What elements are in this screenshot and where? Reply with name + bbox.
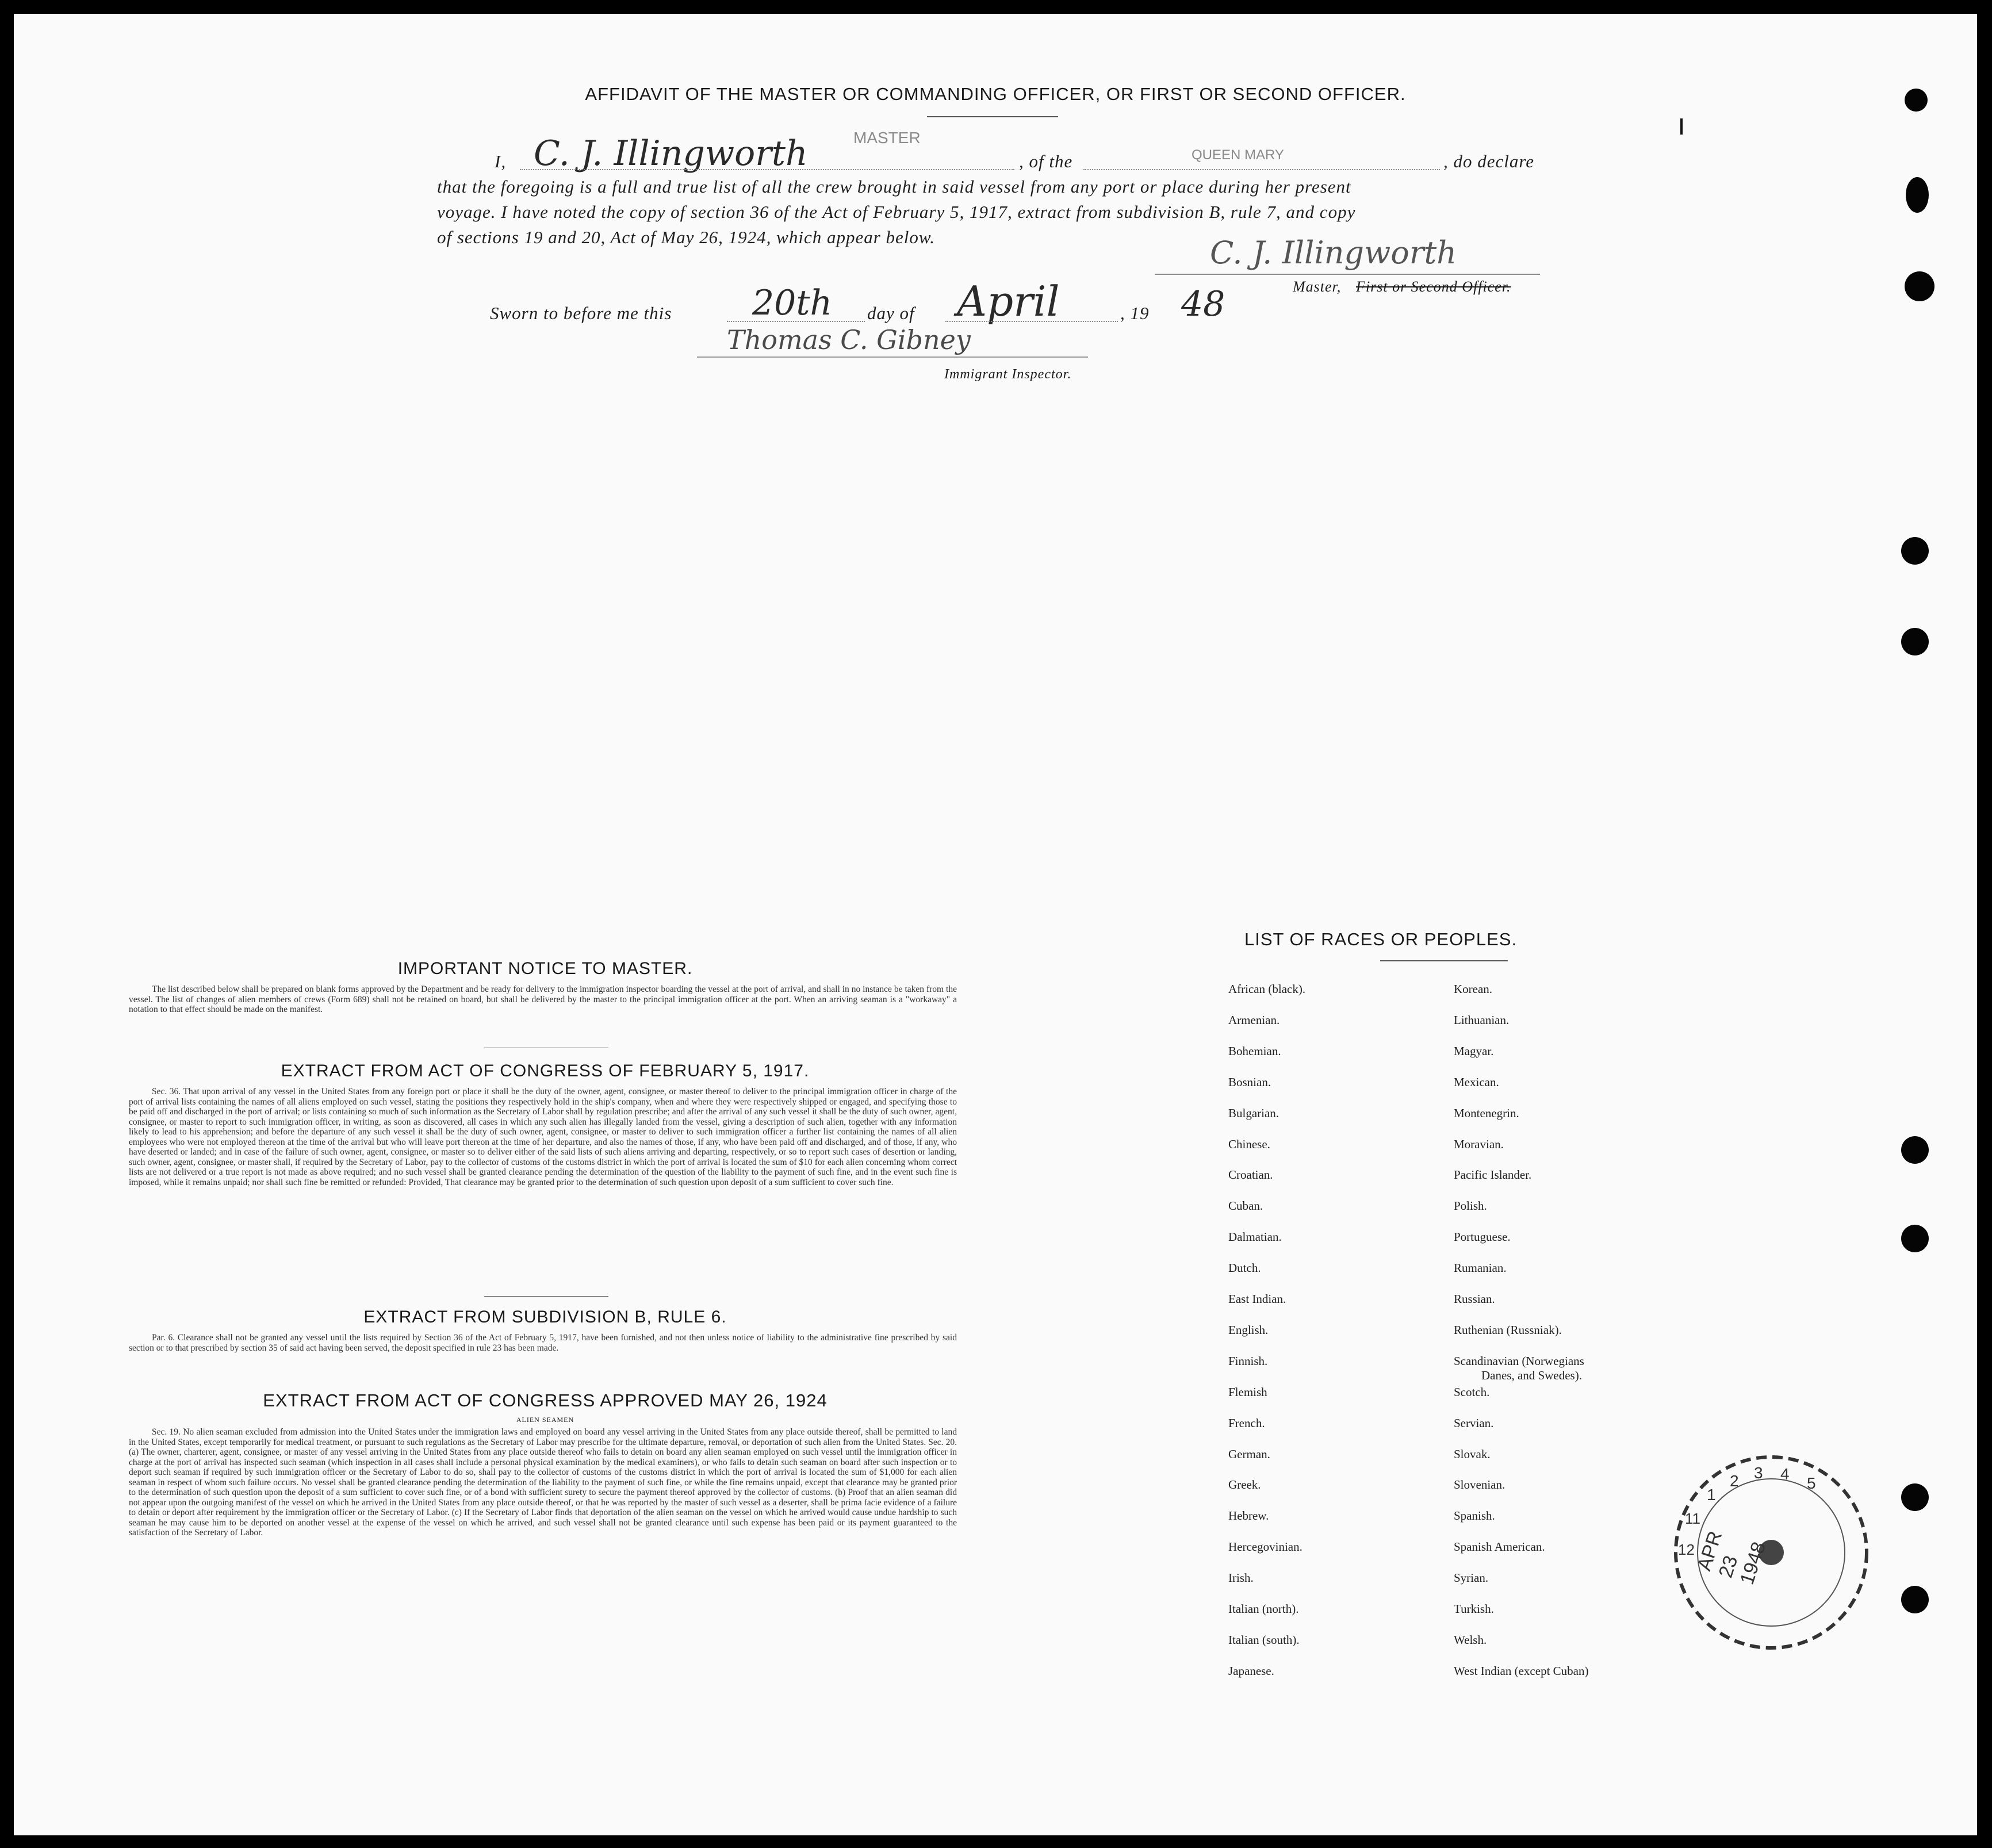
stamp-number-4: 4 <box>1780 1465 1790 1483</box>
day-line <box>727 321 865 322</box>
binder-hole <box>1906 177 1929 213</box>
race-item-left: Italian (south). <box>1228 1633 1300 1647</box>
master-caption: Master, <box>1293 278 1342 295</box>
officer-signature-line <box>1155 274 1540 275</box>
race-item-left: Armenian. <box>1228 1013 1280 1027</box>
year-value: 48 <box>1181 284 1225 324</box>
race-item-left: Croatian. <box>1228 1168 1273 1182</box>
stamp-number-1: 1 <box>1707 1486 1716 1504</box>
race-item-left: Cuban. <box>1228 1199 1263 1213</box>
race-item-right: Korean. <box>1454 982 1493 996</box>
binder-hole <box>1901 1136 1929 1164</box>
race-item-right: Pacific Islander. <box>1454 1168 1532 1182</box>
race-item-right: Portuguese. <box>1454 1230 1511 1244</box>
notice-title: IMPORTANT NOTICE TO MASTER. <box>397 959 693 978</box>
inspector-caption: Immigrant Inspector. <box>944 367 1072 382</box>
year-prefix: , 19 <box>1120 303 1150 323</box>
race-item-left: French. <box>1228 1416 1265 1430</box>
day-of-label: day of <box>867 303 915 323</box>
race-item-right: Slovenian. <box>1454 1478 1506 1492</box>
races-title: LIST OF RACES OR PEOPLES. <box>1244 929 1518 949</box>
race-item-left: English. <box>1228 1323 1269 1337</box>
race-item-left: Flemish <box>1228 1385 1267 1399</box>
stamp-number-12: 12 <box>1678 1541 1695 1558</box>
race-item-left: Dutch. <box>1228 1261 1261 1275</box>
notice-body: The list described below shall be prepared on blank forms approved by the Department and be ready for delivery to the immigration inspector boarding the vessel at the port of arrival, and shall in no instance be taken from the vessel. The list of changes of alien members of crews (Form 689) shall not be retained on board, but shall be delivered by the master to the principal immigration officer at the port. When an arriving seaman is a "workaway" a notation to that effect should be made on the manifest. <box>129 984 957 1014</box>
race-item-left: Bulgarian. <box>1228 1106 1280 1120</box>
race-item-right: Russian. <box>1454 1292 1495 1306</box>
race-item-right: Scotch. <box>1454 1385 1490 1399</box>
title-divider <box>927 116 1058 117</box>
race-item-left: Japanese. <box>1228 1664 1274 1678</box>
race-item-left: Irish. <box>1228 1571 1254 1585</box>
race-scandinavian-continued: Danes, and Swedes). <box>1481 1368 1582 1382</box>
binder-hole <box>1901 537 1929 565</box>
master-signature: C. J. Illingworth <box>534 133 808 174</box>
extract-1917-title: EXTRACT FROM ACT OF CONGRESS OF FEBRUARY 5, 1917. <box>281 1061 810 1080</box>
races-divider <box>1380 960 1508 961</box>
sworn-label: Sworn to before me this <box>490 303 672 323</box>
race-item-left: Greek. <box>1228 1478 1261 1492</box>
immigration-date-stamp <box>1668 1449 1875 1656</box>
declaration-line-4: of sections 19 and 20, Act of May 26, 1924, which appear below. <box>437 227 936 247</box>
of-the-label: , of the <box>1019 151 1073 171</box>
binder-hole <box>1905 271 1934 301</box>
race-item-right: Montenegrin. <box>1454 1106 1519 1120</box>
race-item-left: Hebrew. <box>1228 1509 1269 1523</box>
extract-1917-body: Sec. 36. That upon arrival of any vessel in the United States from any foreign port or place it shall be the duty of the owner, agent, consignee, or master thereof to deliver to the principal immigration officer in charge of the port of arrival lists containing the names of all aliens employed on such vessel, stating the positions they respectively hold in the ship's company, when and where they were respectively shipped or engaged, and specifying those to be paid off and discharged in the port of arrival; or lists containing so much of such information as the Secretary of Labor shall by regulation prescribe; and after the arrival of any such vessel it shall be the duty of such owner, agent, consignee, or master to report to such immigration officer, in writing, as soon as discovered, all cases in which any such alien has illegally landed from the vessel, giving a description of such alien, together with any information likely to lead to his apprehension; and before the departure of any such vessel it shall be the duty of such owner, agent, consignee, or master to deliver to such immigration officer a further list containing the names of all alien employees who were not employed thereon at the time of the arrival but who will leave port thereon at the time of her departure, and also the names of those, if any, who have been paid off and discharged, and of those, if any, who have deserted or landed; and in case of the failure of such owner, agent, consignee, or master so to deliver either of the said lists of such aliens arriving and departing, respectively, or so to report such cases of desertion or landing, such owner, agent, consignee, or master shall, if required by the Secretary of Labor, pay to the collector of customs of the customs district in which the port of arrival is located the sum of $10 for each alien concerning whom correct lists are not delivered or a true report is not made as above required; and no such vessel shall be granted clearance pending the determination of the question of the liability to the payment of such fine, and in the event such fine is imposed, while it remains unpaid; nor shall such fine be remitted or refunded: Provided, That clearance may be granted prior to the determination of such question upon deposit of a sum sufficient to cover such fine. <box>129 1087 957 1187</box>
i-label: I, <box>495 151 507 171</box>
race-item-right: Spanish American. <box>1454 1540 1545 1554</box>
rule6-title: EXTRACT FROM SUBDIVISION B, RULE 6. <box>363 1308 727 1326</box>
race-item-left: African (black). <box>1228 982 1306 996</box>
binder-hole <box>1901 628 1929 655</box>
officer-signature: C. J. Illingworth <box>1210 235 1457 271</box>
day-value: 20th <box>752 283 833 323</box>
race-item-right: Rumanian. <box>1454 1261 1507 1275</box>
race-item-left: Dalmatian. <box>1228 1230 1282 1244</box>
stamp-number-2: 2 <box>1730 1472 1739 1490</box>
month-line <box>945 321 1118 322</box>
rule6-body: Par. 6. Clearance shall not be granted any vessel until the lists required by Section 36 of the Act of February 5, 1917, have been furnished, and not then unless notice of liability to the administrative fine prescribed by said section or to that prescribed by section 35 of said act having been served, the deposit specified in rule 23 has been made. <box>129 1333 957 1353</box>
stamp-number-5: 5 <box>1807 1474 1816 1492</box>
race-item-left: Italian (north). <box>1228 1602 1299 1616</box>
inspector-signature-line <box>697 356 1088 358</box>
race-item-right: Syrian. <box>1454 1571 1489 1585</box>
binder-hole <box>1901 1225 1929 1252</box>
race-item-right: Slovak. <box>1454 1447 1491 1461</box>
declaration-line-3: voyage. I have noted the copy of section 36 of the Act of February 5, 1917, extract from subdivision B, rule 7, and copy <box>437 202 1356 222</box>
race-item-left: East Indian. <box>1228 1292 1286 1306</box>
race-item-right: Turkish. <box>1454 1602 1494 1616</box>
race-item-right: Lithuanian. <box>1454 1013 1510 1027</box>
race-item-left: Hercegovinian. <box>1228 1540 1303 1554</box>
race-item-left: German. <box>1228 1447 1270 1461</box>
binder-hole <box>1901 1586 1929 1613</box>
race-item-right: Magyar. <box>1454 1044 1494 1058</box>
race-item-right: Welsh. <box>1454 1633 1487 1647</box>
margin-mark <box>1680 118 1683 135</box>
race-item-right: Ruthenian (Russniak). <box>1454 1323 1562 1337</box>
extract-1924-body: Sec. 19. No alien seaman excluded from admission into the United States under the immigration laws and employed on board any vessel arriving in the United States from any place outside thereof, shall be permitted to land in the United States, except temporarily for medical treatment, or pursuant to such regulations as the Secretary of Labor may prescribe for the ultimate departure, removal, or deportation of such alien from the United States. Sec. 20. (a) The owner, charterer, agent, consignee, or master of any vessel arriving in the United States from any place outside thereof who fails to detain on board any alien seaman employed on such vessel until the immigration officer in charge at the port of arrival has inspected such seaman (which inspection in all cases shall include a personal physical examination by the medical examiners), or who fails to detain such seaman on board after such inspection or to deport such seaman if required by such immigration officer or the Secretary of Labor to do so, shall pay to the collector of customs of the customs district in which the port of arrival is located the sum of $1,000 for each alien seaman in respect of whom such failure occurs. No vessel shall be granted clearance pending the determination of the liability to the payment of such fine, or while the fine remains unpaid, except that clearance may be granted prior to the determination of such question upon the deposit of a sum sufficient to cover such fine, or of a bond with sufficient surety to secure the payment thereof approved by the collector of customs. (b) Proof that an alien seaman did not appear upon the outgoing manifest of the vessel on which he arrived in the United States from any place outside thereof, or that he was reported by the master of such vessel as a deserter, shall be prima facie evidence of a failure to detain or deport after requirement by the immigration officer or the Secretary of Labor. (c) If the Secretary of Labor finds that deportation of the alien seaman on the vessel on which he arrived would cause undue hardship to such seaman he may cause him to be deported on another vessel at the expense of the vessel on which he arrived, and such vessel shall not be granted clearance until such expense has been paid or its payment guaranteed to the satisfaction of the Secretary of Labor. <box>129 1427 957 1538</box>
race-item-right: Mexican. <box>1454 1075 1499 1089</box>
do-declare-label: , do declare <box>1443 151 1535 171</box>
extract-1917-divider <box>484 1296 608 1297</box>
race-item-right: West Indian (except Cuban) <box>1454 1664 1589 1678</box>
manifest-page <box>14 14 1977 1835</box>
race-item-left: Finnish. <box>1228 1354 1268 1368</box>
extract-1924-subtitle: ALIEN SEAMEN <box>516 1416 574 1424</box>
binder-hole <box>1905 89 1928 112</box>
race-item-left: Bohemian. <box>1228 1044 1281 1058</box>
month-value: April <box>957 277 1060 325</box>
race-item-right: Polish. <box>1454 1199 1487 1213</box>
stamp-date: APR 23 1948 <box>1693 1528 1771 1588</box>
race-item-right: Scandinavian (Norwegians <box>1454 1354 1584 1368</box>
vessel-line <box>1083 169 1440 170</box>
race-item-right: Servian. <box>1454 1416 1494 1430</box>
race-item-right: Moravian. <box>1454 1137 1504 1151</box>
affidavit-title: AFFIDAVIT OF THE MASTER OR COMMANDING OFFICER, OR FIRST OR SECOND OFFICER. <box>585 84 1406 104</box>
binder-hole <box>1901 1483 1929 1511</box>
master-stamp: MASTER <box>853 129 921 147</box>
struck-officer-caption: First or Second Officer. <box>1356 278 1511 295</box>
vessel-stamp: QUEEN MARY <box>1192 147 1284 163</box>
declaration-line-2: that the foregoing is a full and true list of all the crew brought in said vessel from any port or place during her present <box>437 177 1351 197</box>
stamp-number-3: 3 <box>1754 1464 1763 1482</box>
inspector-signature: Thomas C. Gibney <box>727 324 971 355</box>
race-item-left: Bosnian. <box>1228 1075 1271 1089</box>
stamp-number-11: 11 <box>1685 1510 1700 1527</box>
race-item-right: Spanish. <box>1454 1509 1495 1523</box>
extract-1924-title: EXTRACT FROM ACT OF CONGRESS APPROVED MAY 26, 1924 <box>263 1390 828 1410</box>
master-line <box>520 169 1014 170</box>
race-item-left: Chinese. <box>1228 1137 1270 1151</box>
